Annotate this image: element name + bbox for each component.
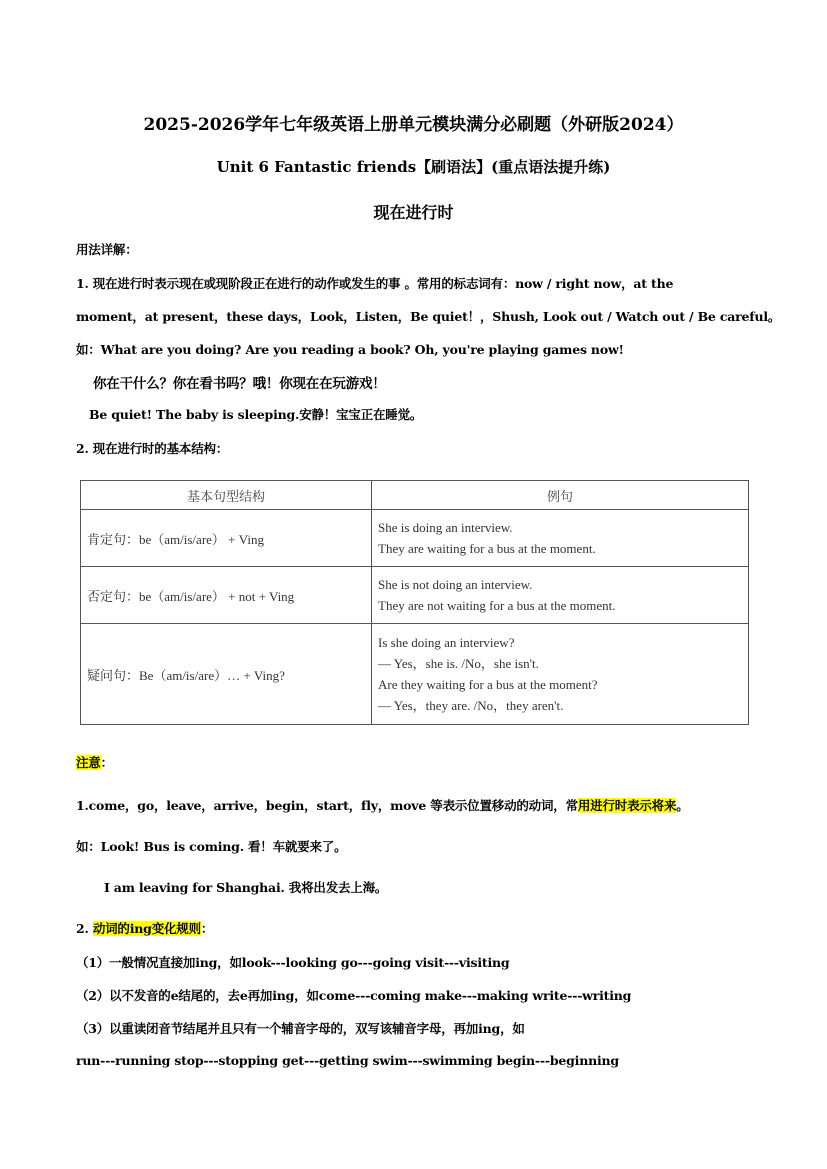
- example2-cn: 安静！宝宝正在睡觉。: [299, 407, 423, 422]
- usage-point-1-cont: moment，at present，these days，Look，Listen，Be quiet！，Shush, Look out / Watch out / Be careful。: [76, 309, 781, 324]
- usage-heading: 用法详解：: [76, 242, 138, 257]
- example-sentence: Are they waiting for a bus at the moment?: [378, 677, 598, 692]
- ing-rule-2: （2）以不发音的e结尾的，去e再加ing，如come---coming make---making write---writing: [76, 988, 632, 1003]
- example-sentence: She is not doing an interview.: [378, 577, 533, 592]
- note-item-2-colon: ：: [200, 921, 214, 936]
- structure-table: [80, 480, 749, 725]
- table-row: [81, 567, 749, 624]
- example2-en: Be quiet! The baby is sleeping.: [89, 407, 300, 422]
- example-sentence: They are not waiting for a bus at the moment.: [378, 598, 616, 613]
- usage-point-1-markers: now / right now，at the: [515, 276, 674, 291]
- usage-point-2: 2. 现在进行时的基本结构：: [76, 441, 229, 456]
- ing-rule-1: （1）一般情况直接加ing，如look---looking go---going visit---visiting: [76, 955, 510, 970]
- example-cell: [372, 510, 749, 567]
- ing-rule-3-examples: run---running stop---stopping get---getting swim---swimming begin---beginning: [76, 1053, 619, 1068]
- example-en: What are you doing? Are you reading a book? Oh, you're playing games now!: [100, 342, 624, 357]
- topic-title: 现在进行时: [373, 203, 454, 222]
- example-cell: [372, 567, 749, 624]
- table-row: [81, 624, 749, 725]
- note-heading: [76, 753, 113, 771]
- example-sentence: — Yes，they are. /No，they aren't.: [378, 698, 564, 713]
- usage-point-1-text: 1. 现在进行时表示现在或现阶段正在进行的动作或发生的事 。常用的标志词有：: [76, 276, 516, 291]
- usage-example: [76, 340, 624, 358]
- note-item-1-text: 1.come，go，leave，arrive，begin，start，fly，move 等表示位置移动的动词，常: [76, 798, 578, 813]
- note-item-2-highlight: 动词的ing变化规则: [92, 921, 201, 936]
- example-sentence: — Yes，she is. /No，she isn't.: [378, 656, 539, 671]
- note-example-1: [76, 837, 346, 855]
- structure-cell: 否定句：be（am/is/are） + not + Ving: [81, 567, 372, 624]
- example-label: 如：: [76, 342, 101, 357]
- example-sentence: Is she doing an interview?: [378, 635, 515, 650]
- note-item-1-end: 。: [676, 798, 689, 813]
- usage-example-2: [89, 405, 422, 423]
- note-item-2-num: 2.: [76, 921, 93, 936]
- structure-cell: 疑问句：Be（am/is/are）… + Ving?: [81, 624, 372, 725]
- note-heading-colon: ：: [100, 755, 113, 770]
- table-header: 例句: [372, 481, 749, 510]
- table-header-row: [81, 481, 749, 510]
- ing-rule-3: （3）以重读闭音节结尾并且只有一个辅音字母的，双写该辅音字母，再加ing，如: [76, 1021, 525, 1036]
- example-cell: [372, 624, 749, 725]
- usage-point-1: [76, 274, 673, 292]
- note-item-2: [76, 919, 213, 937]
- table-header: 基本句型结构: [81, 481, 372, 510]
- note-heading-text: 注意: [76, 755, 101, 770]
- note-item-1-highlight: 用进行时表示将来: [577, 798, 677, 813]
- example-cn: 你在干什么？你在看书吗？哦！你现在在玩游戏！: [93, 376, 386, 392]
- note-example-2: I am leaving for Shanghai. 我将出发去上海。: [104, 880, 388, 895]
- structure-cell: 肯定句：be（am/is/are） + Ving: [81, 510, 372, 567]
- note-example-label: 如：: [76, 839, 101, 854]
- unit-subtitle: Unit 6 Fantastic friends【刷语法】(重点语法提升练): [216, 158, 611, 176]
- example-sentence: She is doing an interview.: [378, 520, 513, 535]
- note-item-1: [76, 796, 689, 814]
- example-sentence: They are waiting for a bus at the moment.: [378, 541, 596, 556]
- document-title: 2025-2026学年七年级英语上册单元模块满分必刷题（外研版2024）: [143, 115, 684, 135]
- note-example-text: Look! Bus is coming. 看！车就要来了。: [100, 839, 347, 854]
- table-row: [81, 510, 749, 567]
